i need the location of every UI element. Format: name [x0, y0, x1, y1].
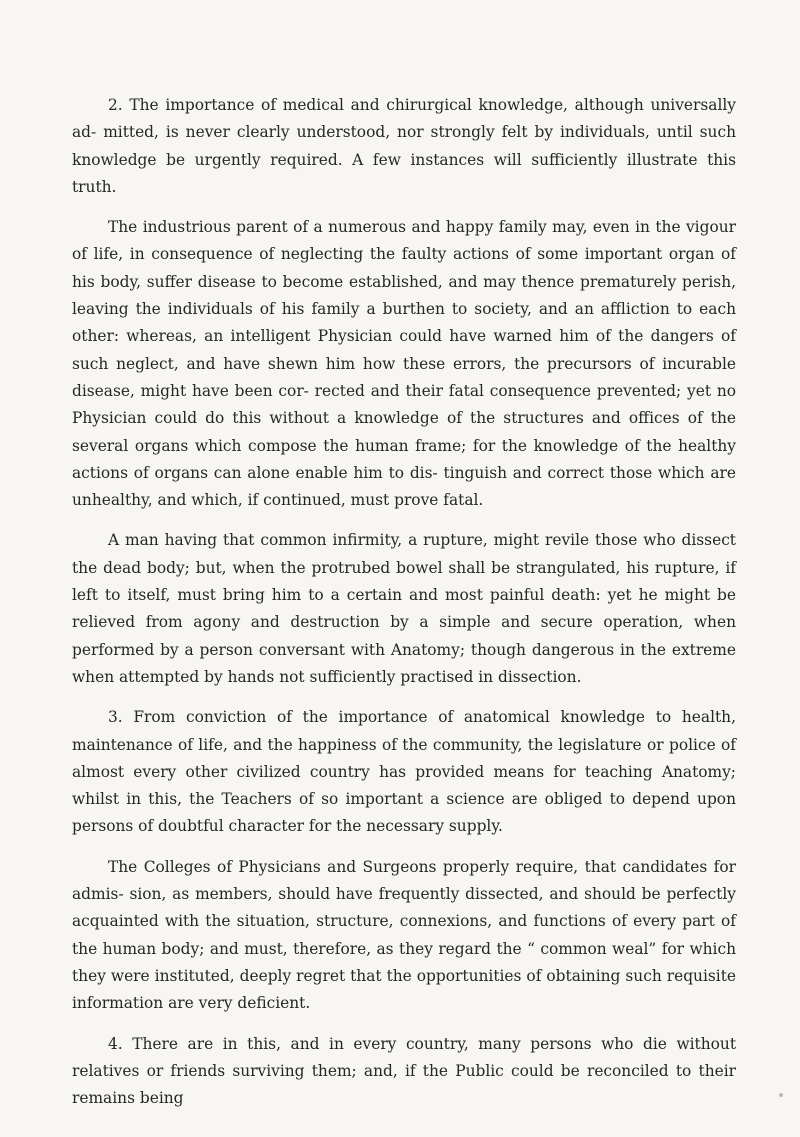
- paragraph-industrious-parent: The industrious parent of a numerous and happy family may, even in the vigour of life, in consequence of neglecting the faulty actions of some important organ of his body, suffer disease to become established, and may thence prematurely perish, leaving the individuals of his family a burthen to society, and an affliction to each other: whereas, an intelligent Physician could have warned him of the dangers of such neglect, and have shewn him how these errors, the precursors of incurable disease, might have been cor- rected and their fatal consequence prevented; yet no Physician could do this without a knowledge of the structures and offices of the several organs which compose the human frame; for the knowledge of the healthy actions of organs can alone enable him to dis- tinguish and correct those which are unhealthy, and which, if continued, must prove fatal.: [72, 218, 736, 510]
- paragraph-4-persons-without-relatives: 4. There are in this, and in every country, many persons who die without relatives or friends surviving them; and, if the Public could be reconciled to their remains being: [72, 1034, 736, 1108]
- page-dot-mark: [779, 1093, 783, 1097]
- paragraph-rupture-example: A man having that common infirmity, a rupture, might revile those who dissect the dead body; but, when the protrubed bowel shall be strangulated, his rupture, if left to itself, must bring him to a certain and most painful death: yet he might be relieved from agony and destruction by a simple and secure operation, when performed by a person conversant with Anatomy; though dangerous in the extreme when attempted by hands not sufficiently practised in dissection.: [72, 531, 736, 686]
- paragraph-3-legislature: 3. From conviction of the importance of anatomical knowledge to health, maintenance of life, and the happiness of the community, the legislature or police of almost every other civilized country has provided means for teaching Anatomy; whilst in this, the Teachers of so important a science are obliged to depend upon persons of doubtful character for the necessary supply.: [72, 708, 736, 836]
- document-page: [72, 92, 736, 1125]
- paragraph-colleges-requirements: The Colleges of Physicians and Surgeons properly require, that candidates for admis- sion, as members, should have frequently dissected, and should be perfectly acquainted with the situation, structure, connexions, and functions of every part of the human body; and must, therefore, as they regard the “ common weal” for which they were instituted, deeply regret that the opportunities of obtaining such requisite information are very deficient.: [72, 857, 736, 1013]
- paragraph-2-importance-of-knowledge: 2. The importance of medical and chirurgical knowledge, although universally ad- mitted, is never clearly understood, nor strongly felt by individuals, until such knowledge be urgently required. A few instances will sufficiently illustrate this truth.: [72, 96, 736, 196]
